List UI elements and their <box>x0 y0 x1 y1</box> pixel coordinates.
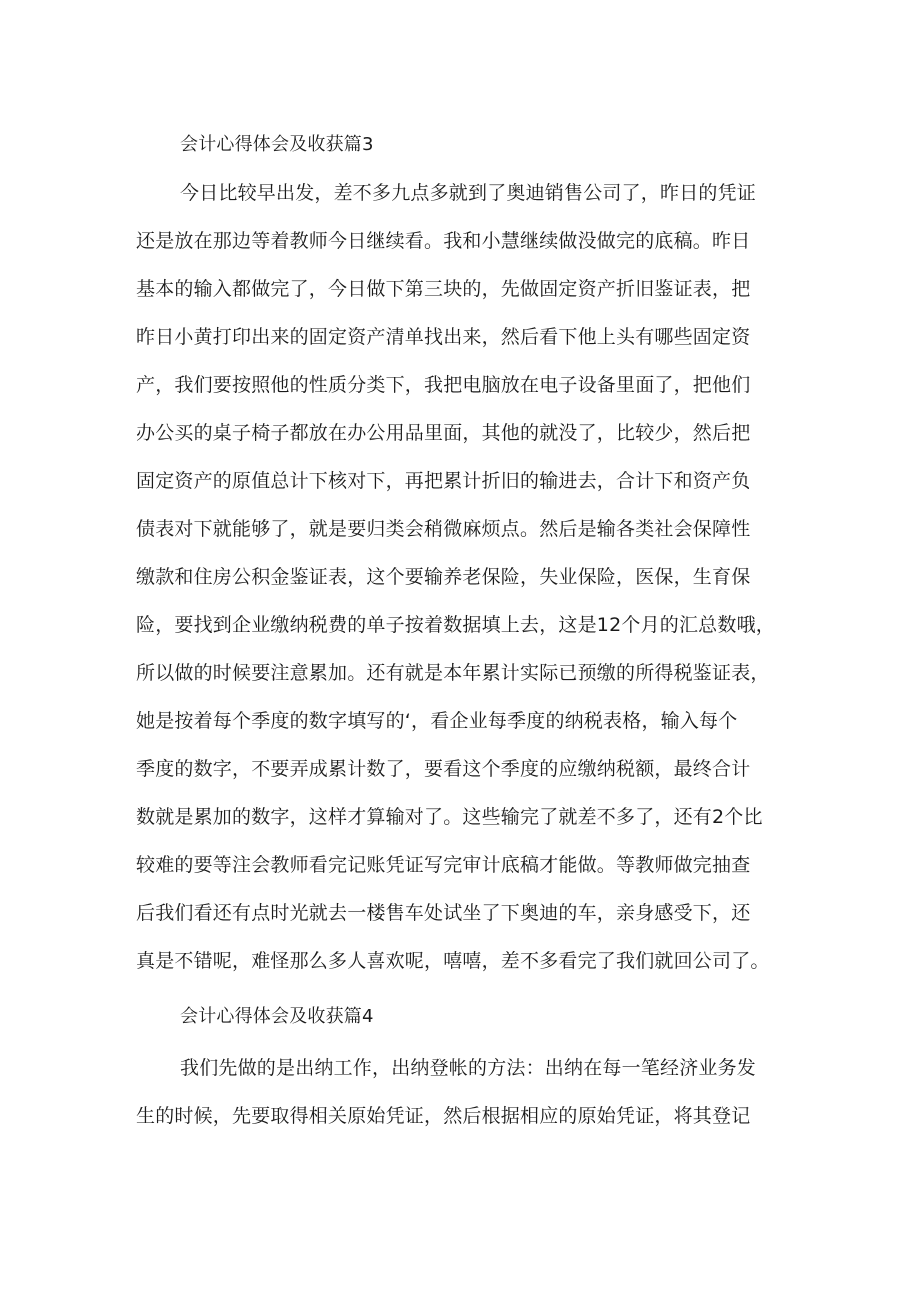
paragraph-line: 季度的数字，不要弄成累计数了，要看这个季度的应缴纳税额，最终合计 <box>136 758 751 780</box>
section-3-heading: 会计心得体会及收获篇3 <box>180 134 374 155</box>
paragraph-line: 所以做的时候要注意累加。还有就是本年累计实际已预缴的所得税鉴证表， <box>136 662 770 684</box>
paragraph-line: 还是放在那边等着教师今日继续看。我和小慧继续做没做完的底稿。昨日 <box>136 230 751 252</box>
section-4-heading: 会计心得体会及收获篇4 <box>180 1006 374 1027</box>
paragraph-line: 基本的输入都做完了，今日做下第三块的，先做固定资产折旧鉴证表，把 <box>136 278 751 300</box>
paragraph-line: 昨日小黄打印出来的固定资产清单找出来，然后看下他上头有哪些固定资 <box>136 326 751 348</box>
paragraph-line: 她是按着每个季度的数字填写的‘，看企业每季度的纳税表格，输入每个 <box>136 710 738 732</box>
paragraph-line: 固定资产的原值总计下核对下，再把累计折旧的输进去，合计下和资产负 <box>136 470 751 492</box>
paragraph-line: 较难的要等注会教师看完记账凭证写完审计底稿才能做。等教师做完抽查 <box>136 854 751 876</box>
paragraph-line: 生的时候，先要取得相关原始凭证，然后根据相应的原始凭证，将其登记 <box>136 1105 751 1127</box>
paragraph-line: 真是不错呢，难怪那么多人喜欢呢，嘻嘻，差不多看完了我们就回公司了。 <box>136 950 770 972</box>
paragraph-line: 债表对下就能够了，就是要归类会稍微麻烦点。然后是输各类社会保障性 <box>136 518 751 540</box>
paragraph-line: 我们先做的是出纳工作，出纳登帐的方法：出纳在每一笔经济业务发 <box>180 1057 757 1079</box>
paragraph-line: 险，要找到企业缴纳税费的单子按着数据填上去，这是12个月的汇总数哦， <box>136 614 775 636</box>
paragraph-line: 办公买的桌子椅子都放在办公用品里面，其他的就没了，比较少，然后把 <box>136 422 751 444</box>
paragraph-line: 数就是累加的数字，这样才算输对了。这些输完了就差不多了，还有2个比 <box>136 806 763 828</box>
paragraph-line: 今日比较早出发，差不多九点多就到了奥迪销售公司了，昨日的凭证 <box>180 182 757 204</box>
paragraph-line: 产，我们要按照他的性质分类下，我把电脑放在电子设备里面了，把他们 <box>136 374 751 396</box>
paragraph-line: 缴款和住房公积金鉴证表，这个要输养老保险，失业保险，医保，生育保 <box>136 566 751 588</box>
paragraph-line: 后我们看还有点时光就去一楼售车处试坐了下奥迪的车，亲身感受下，还 <box>136 902 751 924</box>
